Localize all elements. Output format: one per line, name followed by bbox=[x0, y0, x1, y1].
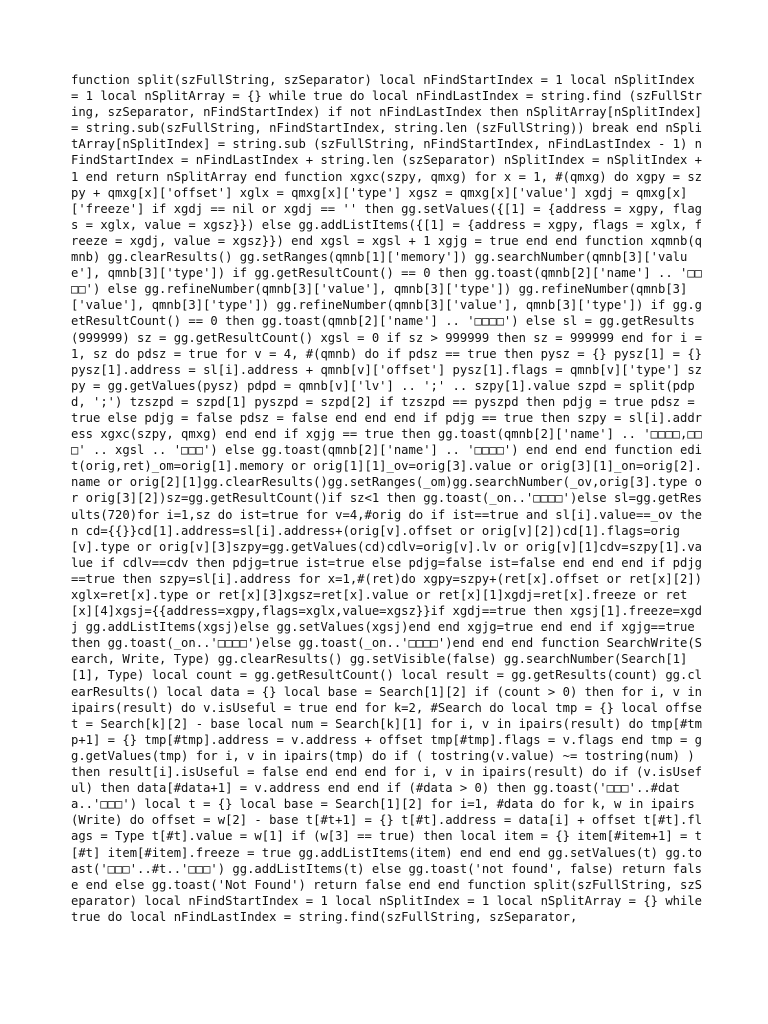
document-page bbox=[71, 72, 710, 972]
lua-script-text: function split(szFullString, szSeparator) local nFindStartIndex = 1 local nSplitIndex = 1 local nSplitArray = {} while true do local nFindLastIndex = string.find (szFullString, szSeparator, nFindStartIndex) if not nFindLastIndex then nSplitArray[nSplitIndex] = string.sub(szFullString, nFindStartIndex, string.len (szFullString)) break end nSplitArray[nSplitIndex] = string.sub (szFullString, nFindStartIndex, nFindLastIndex - 1) nFindStartIndex = nFindLastIndex + string.len (szSeparator) nSplitIndex = nSplitIndex + 1 end return nSplitArray end function xgxc(szpy, qmxg) for x = 1, #(qmxg) do xgpy = szpy + qmxg[x]['offset'] xglx = qmxg[x]['type'] xgsz = qmxg[x]['value'] xgdj = qmxg[x]['freeze'] if xgdj == nil or xgdj == '' then gg.setValues({[1] = {address = xgpy, flags = xglx, value = xgsz}}) else gg.addListItems({[1] = {address = xgpy, flags = xglx, freeze = xgdj, value = xgsz}}) end xgsl = xgsl + 1 xgjg = true end end function xqmnb(qmnb) gg.clearResults() gg.setRanges(qmnb[1]['memory']) gg.searchNumber(qmnb[3]['value'], qmnb[3]['type']) if gg.getResultCount() == 0 then gg.toast(qmnb[2]['name'] .. '□□□□') else gg.refineNumber(qmnb[3]['value'], qmnb[3]['type']) gg.refineNumber(qmnb[3]['value'], qmnb[3]['type']) gg.refineNumber(qmnb[3]['value'], qmnb[3]['type']) if gg.getResultCount() == 0 then gg.toast(qmnb[2]['name'] .. '□□□□') else sl = gg.getResults(999999) sz = gg.getResultCount() xgsl = 0 if sz > 999999 then sz = 999999 end for i = 1, sz do pdsz = true for v = 4, #(qmnb) do if pdsz == true then pysz = {} pysz[1] = {} pysz[1].address = sl[i].address + qmnb[v]['offset'] pysz[1].flags = qmnb[v]['type'] szpy = gg.getValues(pysz) pdpd = qmnb[v]['lv'] .. ';' .. szpy[1].value szpd = split(pdpd, ';') tzszpd = szpd[1] pyszpd = szpd[2] if tzszpd == pyszpd then pdjg = true pdsz = true else pdjg = false pdsz = false end end end if pdjg == true then szpy = sl[i].address xgxc(szpy, qmxg) end end if xgjg == true then gg.toast(qmnb[2]['name'] .. '□□□□,□□□' .. xgsl .. '□□□') else gg.toast(qmnb[2]['name'] .. '□□□□') end end end function edit(orig,ret)_om=orig[1].memory or orig[1][1]_ov=orig[3].value or orig[3][1]_on=orig[2].name or orig[2][1]gg.clearResults()gg.setRanges(_om)gg.searchNumber(_ov,orig[3].type or orig[3][2])sz=gg.getResultCount()if sz<1 then gg.toast(_on..'□□□□')else sl=gg.getResults(720)for i=1,sz do ist=true for v=4,#orig do if ist==true and sl[i].value==_ov then cd={{}}cd[1].address=sl[i].address+(orig[v].offset or orig[v][2])cd[1].flags=orig[v].type or orig[v][3]szpy=gg.getValues(cd)cdlv=orig[v].lv or orig[v][1]cdv=szpy[1].value if cdlv==cdv then pdjg=true ist=true else pdjg=false ist=false end end end if pdjg==true then szpy=sl[i].address for x=1,#(ret)do xgpy=szpy+(ret[x].offset or ret[x][2])xglx=ret[x].type or ret[x][3]xgsz=ret[x].value or ret[x][1]xgdj=ret[x].freeze or ret[x][4]xgsj={{address=xgpy,flags=xglx,value=xgsz}}if xgdj==true then xgsj[1].freeze=xgdj gg.addListItems(xgsj)else gg.setValues(xgsj)end end xgjg=true end end if xgjg==true then gg.toast(_on..'□□□□')else gg.toast(_on..'□□□□')end end end function SearchWrite(Search, Write, Type) gg.clearResults() gg.setVisible(false) gg.searchNumber(Search[1][1], Type) local count = gg.getResultCount() local result = gg.getResults(count) gg.clearResults() local data = {} local base = Search[1][2] if (count > 0) then for i, v in ipairs(result) do v.isUseful = true end for k=2, #Search do local tmp = {} local offset = Search[k][2] - base local num = Search[k][1] for i, v in ipairs(result) do tmp[#tmp+1] = {} tmp[#tmp].address = v.address + offset tmp[#tmp].flags = v.flags end tmp = gg.getValues(tmp) for i, v in ipairs(tmp) do if ( tostring(v.value) ~= tostring(num) ) then result[i].isUseful = false end end end for i, v in ipairs(result) do if (v.isUseful) then data[#data+1] = v.address end end if (#data > 0) then gg.toast('□□□'..#data..'□□□') local t = {} local base = Search[1][2] for i=1, #data do for k, w in ipairs(Write) do offset = w[2] - base t[#t+1] = {} t[#t].address = data[i] + offset t[#t].flags = Type t[#t].value = w[1] if (w[3] == true) then local item = {} item[#item+1] = t[#t] item[#item].freeze = true gg.addListItems(item) end end end gg.setValues(t) gg.toast('□□□'..#t..'□□□') gg.addListItems(t) else gg.toast('not found', false) return false end else gg.toast('Not Found') return false end end function split(szFullString, szSeparator) local nFindStartIndex = 1 local nSplitIndex = 1 local nSplitArray = {} while true do local nFindLastIndex = string.find(szFullString, szSeparator, bbox=[71, 73, 710, 924]
